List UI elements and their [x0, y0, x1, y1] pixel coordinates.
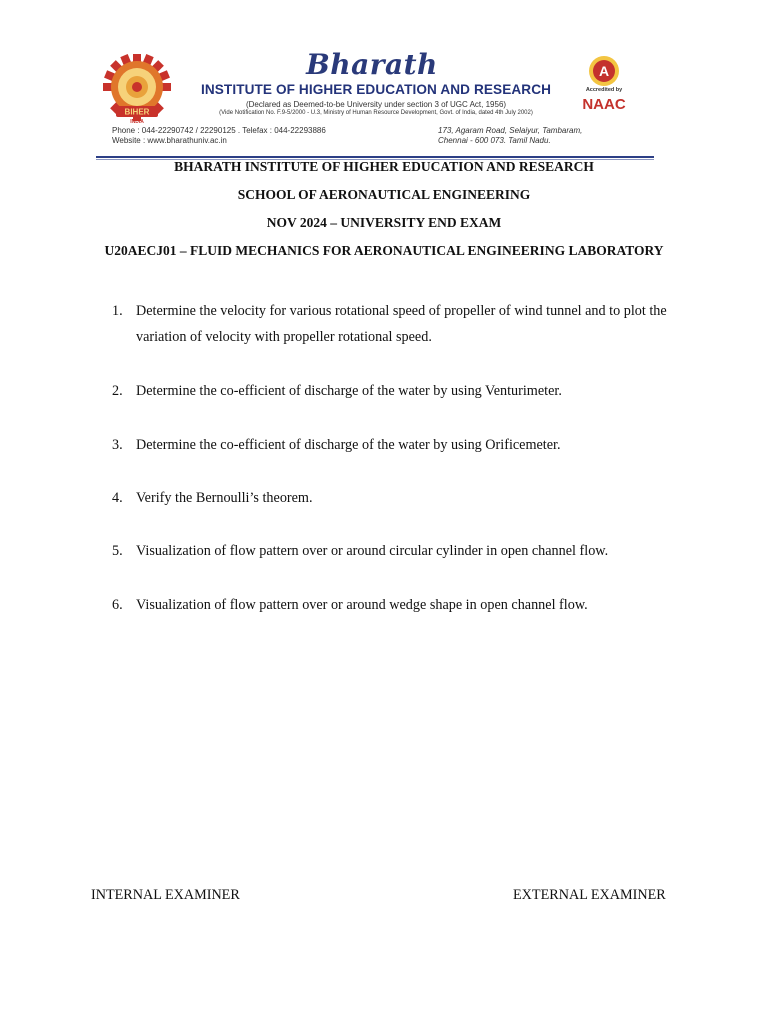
naac-grade-medal-icon — [574, 54, 634, 88]
school-title: SCHOOL OF AERONAUTICAL ENGINEERING — [237, 187, 531, 202]
question-number: 4. — [112, 490, 123, 506]
exam-title: NOV 2024 – UNIVERSITY END EXAM — [266, 215, 502, 230]
question-text: Verify the Bernoulli’s theorem. — [136, 490, 313, 506]
question-number: 1. — [112, 303, 123, 319]
naac-accreditation-badge — [574, 54, 634, 124]
phone-line: Phone : 044-22290742 / 22290125 . Telefax : 044-22293886 — [112, 126, 326, 135]
question-text: Determine the co-efficient of discharge of the water by using Venturimeter. — [136, 383, 562, 399]
address-line-1: 173, Agaram Road, Selaiyur, Tambaram, — [438, 126, 583, 135]
letterhead — [96, 44, 656, 162]
brand-wordmark: Bharath — [306, 48, 438, 81]
external-examiner-signature: EXTERNAL EXAMINER — [513, 887, 666, 903]
university-emblem-icon — [102, 54, 172, 124]
address-details — [438, 126, 582, 146]
question-number: 5. — [112, 543, 123, 559]
internal-examiner-signature: INTERNAL EXAMINER — [91, 887, 240, 903]
question-text: Determine the co-efficient of discharge of the water by using Orificemeter. — [136, 437, 561, 453]
question-number: 6. — [112, 597, 123, 613]
question-number: 3. — [112, 437, 123, 453]
question-text: Visualization of flow pattern over or around wedge shape in open channel flow. — [136, 597, 588, 613]
question-number: 2. — [112, 383, 123, 399]
svg-text:INDIA: INDIA — [130, 119, 144, 124]
university-title: BHARATH INSTITUTE OF HIGHER EDUCATION AND RESEARCH — [174, 159, 594, 174]
website-line: Website : www.bharathuniv.ac.in — [112, 136, 227, 145]
notification-note: (Vide Notification No. F.9-5/2000 - U.3, Ministry of Human Resource Development, Govt. of India, dated 4th July 2002) — [219, 110, 533, 116]
svg-text:A: A — [598, 63, 610, 79]
question-text: Determine the velocity for various rotational speed of propeller of wind tunnel and to plot the variation of velocity with propeller rotational speed. — [136, 303, 667, 345]
naac-name: NAAC — [582, 96, 626, 113]
course-title: U20AECJ01 – FLUID MECHANICS FOR AERONAUTICAL ENGINEERING LABORATORY — [104, 243, 664, 258]
header-divider — [96, 156, 654, 158]
question-text: Visualization of flow pattern over or around circular cylinder in open channel flow. — [136, 543, 609, 559]
institute-name: INSTITUTE OF HIGHER EDUCATION AND RESEARCH — [200, 82, 552, 97]
naac-accredited-label: Accredited by — [585, 87, 623, 93]
svg-text:BIHER: BIHER — [124, 107, 150, 117]
deemed-university-note: (Declared as Deemed-to-be University under section 3 of UGC Act, 1956) — [245, 100, 507, 109]
address-line-2: Chennai - 600 073. Tamil Nadu. — [438, 136, 551, 145]
contact-details — [112, 126, 326, 146]
